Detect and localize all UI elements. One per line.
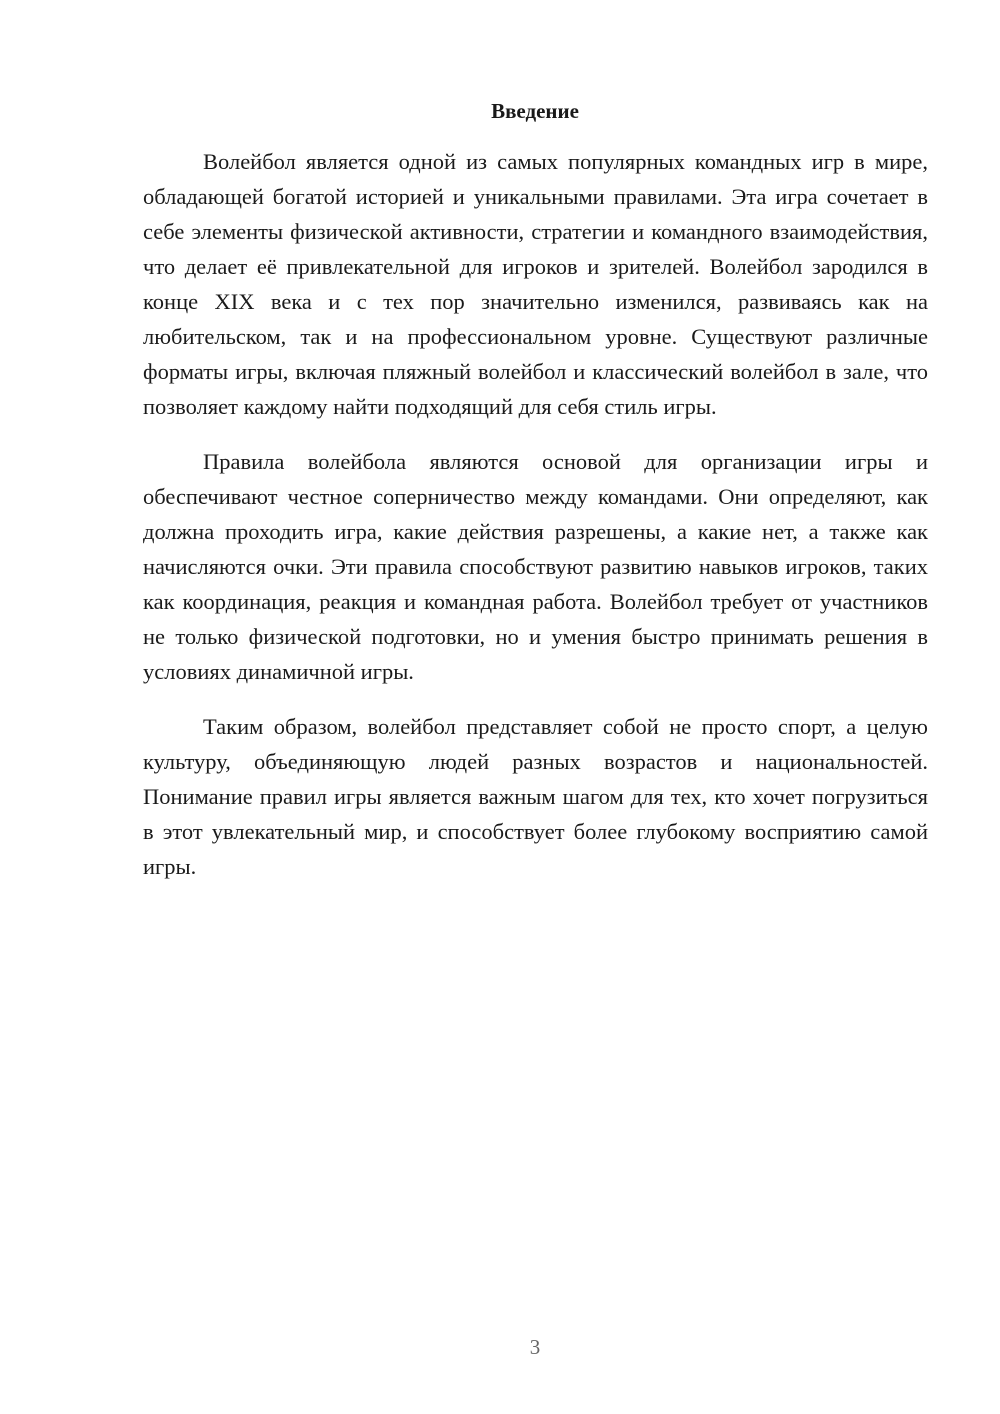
body-text xyxy=(143,144,928,904)
paragraph-intro: Волейбол является одной из самых популярных командных игр в мире, обладающей богатой историей и уникальными правилами. Эта игра сочетает в себе элементы физической активности, стратегии и командного взаимодействия, что делает её привлекательной для игроков и зрителей. Волейбол зародился в конце XIX века и с тех пор значительно изменился, развиваясь как на любительском, так и на профессиональном уровне. Существуют различные форматы игры, включая пляжный волейбол и классический волейбол в зале, что позволяет каждому найти подходящий для себя стиль игры. xyxy=(143,149,928,419)
paragraph-conclusion: Таким образом, волейбол представляет собой не просто спорт, а целую культуру, объединяющую людей разных возрастов и национальностей. Понимание правил игры является важным шагом для тех, кто хочет погрузиться в этот увлекательный мир, и способствует более глубокому восприятию самой игры. xyxy=(143,714,928,879)
section-heading: Введение xyxy=(491,99,579,123)
paragraph-rules: Правила волейбола являются основой для организации игры и обеспечивают честное соперничество между командами. Они определяют, как должна проходить игра, какие действия разрешены, а какие нет, а также как начисляются очки. Эти правила способствуют развитию навыков игроков, таких как координация, реакция и командная работа. Волейбол требует от участников не только физической подготовки, но и умения быстро принимать решения в условиях динамичной игры. xyxy=(143,449,928,684)
page-number: 3 xyxy=(529,1335,541,1359)
